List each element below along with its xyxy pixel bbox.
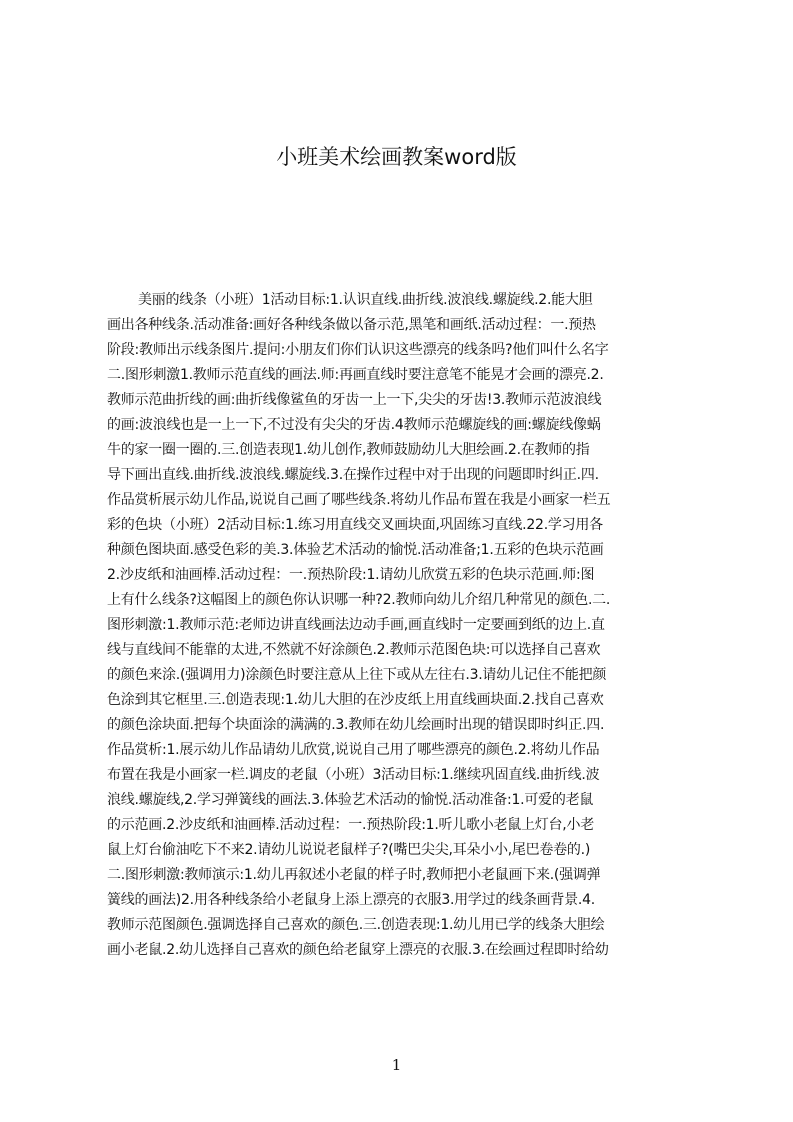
text-line: 图形刺激:1.教师示范:老师边讲直线画法边动手画,画直线时一定要画到纸的边上.直 [107,617,605,633]
document-title: 小班美术绘画教案word版 [276,145,517,169]
text-line: 教师示范图颜色.强调选择自己喜欢的颜色.三.创造表现:1.幼儿用已学的线条大胆绘 [107,917,605,933]
text-line: 簧线的画法)2.用各种线条给小老鼠身上添上漂亮的衣服3.用学过的线条画背景.4. [107,892,595,908]
text-line: 的示范画.2.沙皮纸和油画棒.活动过程：一.预热阶段:1.听儿歌小老鼠上灯台,小老 [107,817,594,833]
page-number: 1 [391,1056,402,1074]
text-line: 二.图形刺激:教师演示:1.幼儿再叙述小老鼠的样子时,教师把小老鼠画下来.(强调弹 [107,867,601,883]
text-line: 色涂到其它框里.三.创造表现:1.幼儿大胆的在沙皮纸上用直线画块面.2.找自己喜欢 [107,692,604,708]
text-line: 的画:波浪线也是一上一下,不过没有尖尖的牙齿.4教师示范螺旋线的画:螺旋线像蜗 [107,417,601,433]
text-line: 2.沙皮纸和油画棒.活动过程：一.预热阶段:1.请幼儿欣赏五彩的色块示范画.师:图 [107,567,595,583]
text-line: 的颜色来涂.(强调用力)涂颜色时要注意从上往下或从左往右.3.请幼儿记住不能把颜 [107,667,607,683]
text-line: 教师示范曲折线的画:曲折线像鲨鱼的牙齿一上一下,尖尖的牙齿!3.教师示范波浪线 [107,392,602,408]
text-line: 种颜色图块面.感受色彩的美.3.体验艺术活动的愉悦.活动准备;1.五彩的色块示范画 [107,542,604,558]
text-line: 画出各种线条.活动准备:画好各种线条做以备示范,黑笔和画纸.活动过程：一.预热 [107,317,596,333]
text-line: 的颜色涂块面.把每个块面涂的满满的.3.教师在幼儿绘画时出现的错误即时纠正.四. [107,717,605,733]
text-line: 布置在我是小画家一栏.调皮的老鼠（小班）3活动目标:1.继续巩固直线.曲折线.波 [107,767,600,783]
text-line: 导下画出直线.曲折线.波浪线.螺旋线.3.在操作过程中对于出现的问题即时纠正.四. [107,467,599,483]
text-line: 阶段:教师出示线条图片.提问:小朋友们你们认识这些漂亮的线条吗?他们叫什么名字 [107,342,609,358]
text-line: 画小老鼠.2.幼儿选择自己喜欢的颜色给老鼠穿上漂亮的衣服.3.在绘画过程即时给幼 [107,942,609,958]
text-line: 作品赏析:1.展示幼儿作品请幼儿欣赏,说说自己用了哪些漂亮的颜色.2.将幼儿作品 [107,742,600,758]
text-line: 浪线.螺旋线,2.学习弹簧线的画法.3.体验艺术活动的愉悦.活动准备:1.可爱的老鼠 [107,792,594,808]
text-line: 上有什么线条?这幅图上的颜色你认识哪一种?2.教师向幼儿介绍几种常见的颜色.二. [107,592,611,608]
text-line: 彩的色块（小班）2活动目标:1.练习用直线交叉画块面,巩固练习直线.22.学习用各 [107,517,603,533]
text-line: 二.图形刺激1.教师示范直线的画法.师:再画直线时要注意笔不能晃才会画的漂亮.2. [107,367,604,383]
text-line: 作品赏析展示幼儿作品,说说自己画了哪些线条.将幼儿作品布置在我是小画家一栏五 [107,492,611,508]
text-line: 牛的家一圈一圈的.三.创造表现1.幼儿创作,教师鼓励幼儿大胆绘画.2.在教师的指 [107,442,590,458]
body-paragraph [107,288,700,963]
text-line: 线与直线间不能靠的太进,不然就不好涂颜色.2.教师示范图色块:可以选择自己喜欢 [107,642,601,658]
text-line: 美丽的线条（小班）1活动目标:1.认识直线.曲折线.波浪线.螺旋线.2.能大胆 [138,292,593,308]
text-line: 鼠上灯台偷油吃下不来2.请幼儿说说老鼠样子?(嘴巴尖尖,耳朵小小,尾巴卷卷的.) [107,842,591,858]
